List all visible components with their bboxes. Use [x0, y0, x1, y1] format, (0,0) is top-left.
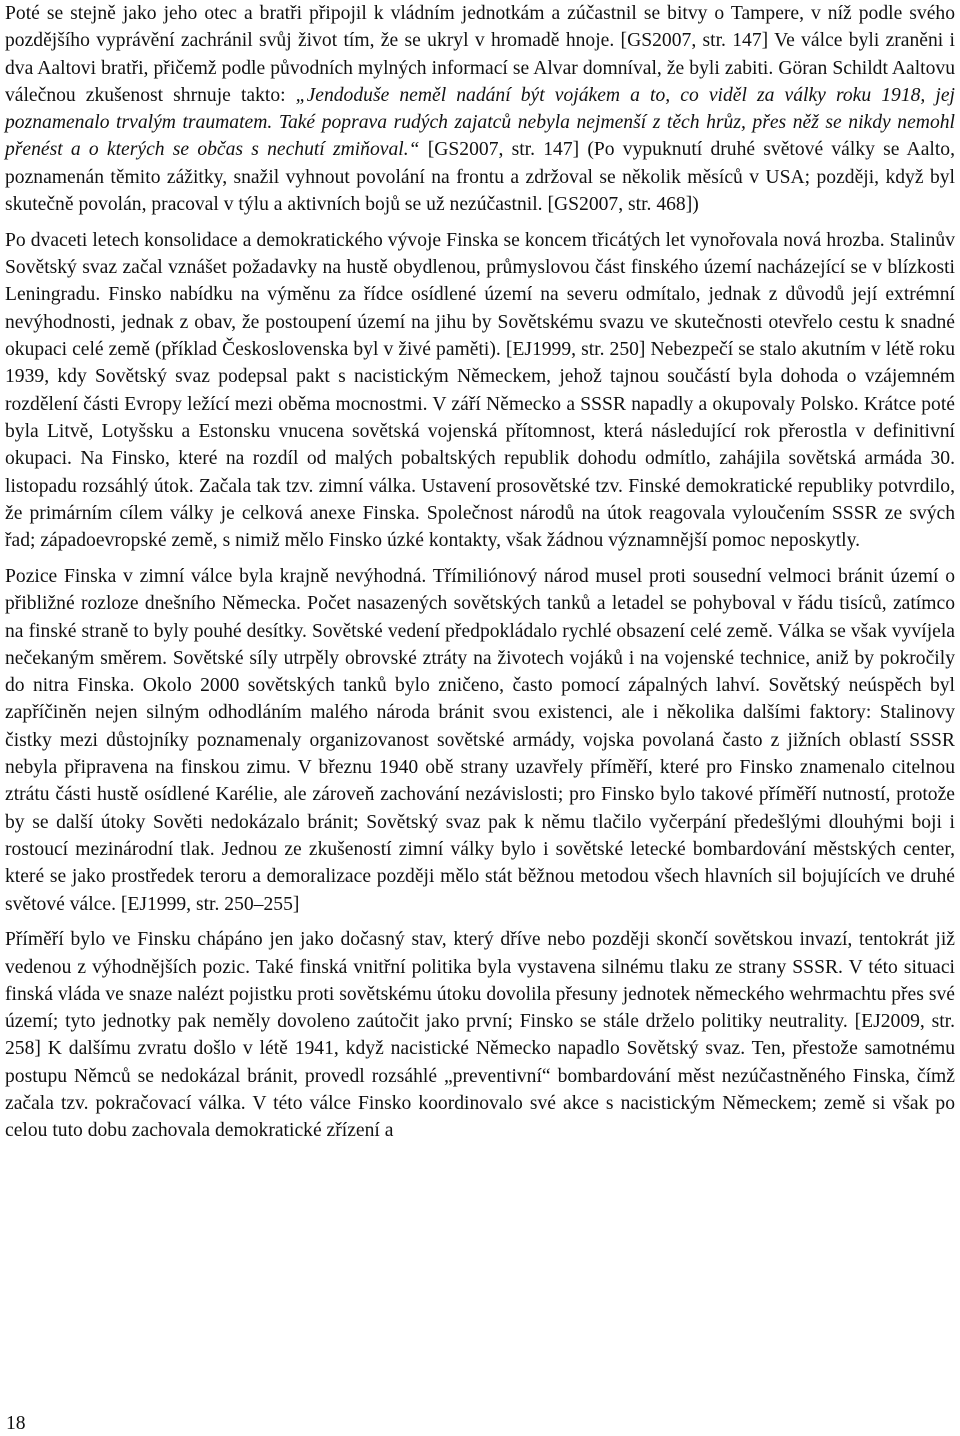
- paragraph-3-text: Pozice Finska v zimní válce byla krajně nevýhodná. Třímiliónový národ musel proti sousední velmoci bránit území o přibližné rozloze dnešního Německa. Počet nasazených sovětských tanků a letadel se pohyboval v řádu tisíců, zatímco na finské straně to byly pouhé desítky. Sovětské vedení předpokládalo rychlé obsazení celé země. Válka se však vyvíjela nečekaným směrem. Sovětské síly utrpěly obrovské ztráty na životech vojáků i na vojenské technice, aniž by pokročily do nitra Finska. Okolo 2000 sovětských tanků bylo zničeno, často pomocí zápalných lahví. Sovětský neúspěch byl zapříčiněn nejen silným odhodláním malého národa bránit svou existenci, ale i několika dalšími faktory: Stalinovy čistky mezi důstojníky poznamenaly organizovanost sovětské armády, vojska povolaná často z jižních oblastí SSSR nebyla připravena na finskou zimu. V březnu 1940 obě strany uzavřely příměří, které pro Finsko znamenalo citelnou ztrátu části hustě osídlené Karélie, ale zároveň zachování nezávislosti; pro Finsko bylo takové příměří nutností, protože by se další útoky Sověti nedokázalo bránit; Sovětský svaz pak k němu tlačilo vyčerpání předešlými dlouhými boji i rostoucí mezinárodní tlak. Jednou ze zkušeností zimní války bylo i sovětské letecké bombardování městských center, které se jako prostředek teroru a demoralizace později mělo stát běžnou metodou všech hlavních sil bojujících ve druhé světové válce. [EJ1999, str. 250–255]: [5, 565, 955, 915]
- paragraph-1-quote: „Jendoduše neměl nadání být vojákem a to, co viděl za války roku 1918, jej poznamenalo trvalým traumatem. Také poprava rudých zajatců nebyla nejmenší z těch hrůz, přes něž se nikdy nemohl přenést a o kterých se občas s nechutí zmiňoval.“: [5, 84, 955, 161]
- paragraph-1: [5, 0, 955, 218]
- paragraph-4-text: Příměří bylo ve Finsku chápáno jen jako dočasný stav, který dříve nebo později skončí sovětskou invazí, tentokrát již vedenou z výhodnějších pozic. Také finská vnitřní politika byla vystavena silnému tlaku ze strany SSSR. V této situaci finská vláda ve snaze nalézt pojistku proti sovětskému útoku dovolila přesuny jednotek německého wehrmachtu přes své území; tyto jednotky pak neměly dovoleno zaútočit jako první; Finsko se stále drželo politiky neutrality. [EJ2009, str. 258] K dalšímu zvratu došlo v létě 1941, když nacistické Německo napadlo Sovětský svaz. Ten, přestože samotnému postupu Němců se nedokázal bránit, provedl rozsáhlé „preventivní“ bombardování měst nezúčastněného Finska, čímž začala tzv. pokračovací válka. V této válce Finsko koordinovalo své akce s nacistickým Německem; země si však po celou tuto dobu zachovala demokratické zřízení a: [5, 929, 955, 1142]
- paragraph-2-text: Po dvaceti letech konsolidace a demokratického vývoje Finska se koncem třicátých let vynořovala nová hrozba. Stalinův Sovětský svaz začal vznášet požadavky na hustě obydlenou, průmyslovou část finského území nacházející se v blízkosti Leningradu. Finsko nabídku na výměnu za řídce osídlené území na severu odmítalo, jednak z důvodů její extrémní nevýhodnosti, jednak z obav, že postoupení území na jihu by Sovětskému svazu ve skutečnosti otevřelo cestu k snadné okupaci celé země (příklad Československa byl v živé paměti). [EJ1999, str. 250] Nebezpečí se stalo akutním v létě roku 1939, kdy Sovětský svaz podepsal pakt s nacistickým Německem, jehož tajnou součástí byla dohoda o vzájemném rozdělení části Evropy ležící mezi oběma mocnostmi. V září Německo a SSSR napadly a okupovaly Polsko. Krátce poté byla Litvě, Lotyšsku a Estonsku vnucena sovětská vojenská přítomnost, která následující rok přerostla v definitivní okupaci. Na Finsko, které na rozdíl od malých pobaltských republik dohodu odmítlo, zahájila sovětská armáda 30. listopadu rozsáhlý útok. Začala tak tzv. zimní válka. Ustavení prosovětské tzv. Finské demokratické republiky potvrdilo, že primárním cílem války je celková anexe Finska. Společnost národů na útok reagovala vyloučením SSSR ze svých řad; západoevropské země, s nimiž mělo Finsko úzké kontakty, však žádnou významnější pomoc neposkytly.: [5, 229, 955, 552]
- paragraph-1-text-a: Poté se stejně jako jeho otec a bratři připojil k vládním jednotkám a zúčastnil se bitvy o Tampere, v níž podle svého pozdějšího vyprávění zachránil svůj život tím, že se ukryl v hromadě hnoje. [GS2007, str. 147] Ve válce byli zraněni i dva Aaltovi bratři, přičemž podle původních mylných informací se Alvar domníval, že byli zabiti. Göran Schildt Aaltovu válečnou zkušenost shrnuje takto:: [5, 3, 955, 106]
- paragraph-3: [5, 563, 955, 918]
- paragraph-4: [5, 926, 955, 1144]
- paragraph-1-text-b: [GS2007, str. 147] (Po vypuknutí druhé světové války se Aalto, poznamenán těmito zážitky, snažil vyhnout povolání na frontu a zdržoval se několik měsíců v USA; později, když byl skutečně povolán, pracoval v týlu a aktivních bojů se už nezúčastnil. [GS2007, str. 468]): [5, 139, 955, 216]
- paragraph-2: [5, 227, 955, 555]
- document-page: [5, 0, 955, 1145]
- page-number: 18: [6, 1413, 26, 1434]
